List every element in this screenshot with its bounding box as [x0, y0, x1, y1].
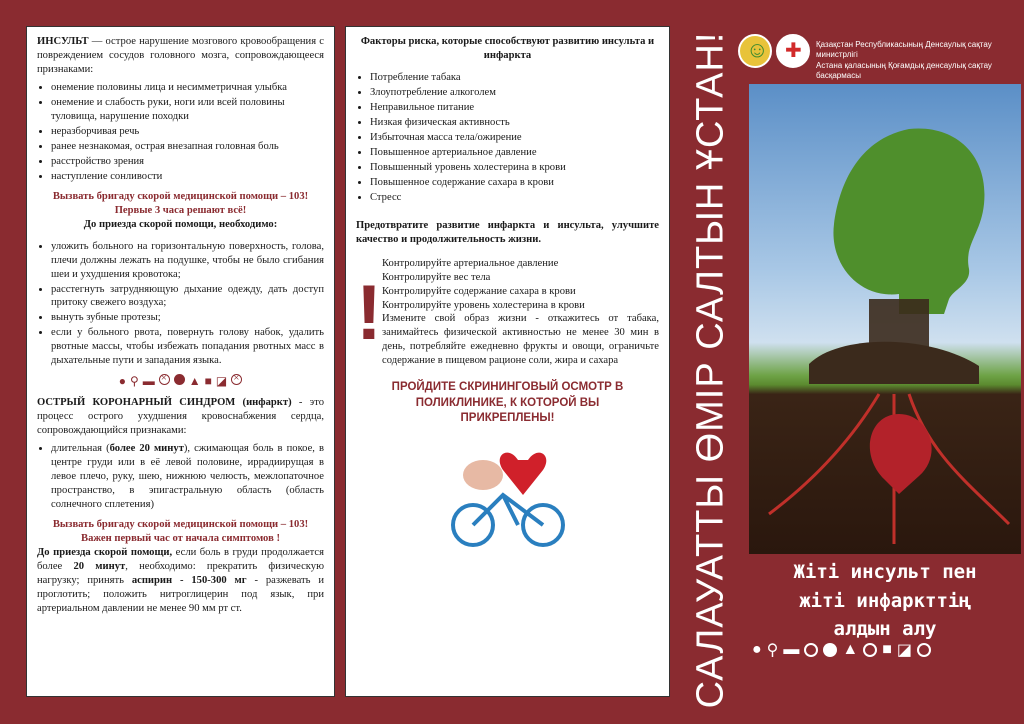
no-alcohol-icon — [863, 643, 877, 657]
bicycle-icon: ⚲ — [766, 642, 779, 659]
bottom-title: Жіті инсульт пен жіті инфаркттің алдын алу — [793, 561, 977, 640]
list-item: • наступление сонливости — [51, 170, 324, 184]
list-item: • неразборчивая речь — [51, 125, 324, 139]
ministry-header — [738, 30, 1018, 81]
ball-icon — [174, 374, 185, 385]
list-item: • Избыточная масса тела/ожирение — [370, 131, 659, 145]
bicycle-icon: ⚲ — [129, 374, 139, 389]
no-smoking-icon — [159, 374, 170, 385]
acs-intro: ОСТРЫЙ КОРОНАРНЫЙ СИНДРОМ (инфаркт) - это процесс острого ухудшения кровоснабжения сердца, сопровождающийся признаками: — [37, 397, 324, 437]
stroke-heading: ИНСУЛЬТ — [37, 36, 89, 47]
list-item: • расстройство зрения — [51, 155, 324, 169]
prevent-item: Контролируйте уровень холестерина в крови — [382, 299, 585, 311]
scale-icon: ■ — [882, 641, 892, 658]
lifestyle-icons-row-white — [752, 640, 1022, 660]
ministry-line-2: Астана қаласының Қоғамдық денсаулық сақтау басқармасы — [816, 60, 992, 81]
risk-title: Факторы риска, которые способствуют развитию инсульта и инфаркта — [360, 36, 655, 61]
apple-icon: ● — [118, 374, 126, 389]
list-item: • длительная (более 20 минут), сжимающая боль в покое, в центре груди или в её левой половине, иррадиирущая в левое плечо, руку, шею, нижнюю челюсть, межлопаточное пространство, в эпигастральную область (область солнечного сплетения) — [51, 442, 324, 512]
ministry-logo — [738, 34, 772, 68]
list-item: • Повышенный уровень холестерина в крови — [370, 161, 659, 175]
lifestyle-icons-row — [37, 374, 324, 390]
list-item: • ранее незнакомая, острая внезапная головная боль — [51, 140, 324, 154]
first-3-hours-notice: Первые 3 часа решают всё! — [114, 204, 247, 216]
list-item: • если у больного рвота, повернуть голову набок, удалить рвотные массы, чтобы избежать попадания рвотных масс в дыхательные пути и западания языка. — [51, 326, 324, 368]
list-item: • Злоупотребление алкоголем — [370, 86, 659, 100]
prevent-item: Контролируйте артериальное давление — [382, 257, 559, 269]
list-item: • расстегнуть затрудняющую дыхание одежду, дать доступ притоку свежего воздуха; — [51, 283, 324, 311]
health-cross-logo — [776, 34, 810, 68]
tree-head-heart-image — [749, 84, 1021, 554]
dumbbell-icon: ▬ — [142, 374, 155, 389]
prevent-item: Контролируйте вес тела — [382, 271, 491, 283]
call-103-notice: Вызвать бригаду скорой медицинской помощи – 103! — [52, 190, 309, 202]
no-smoking-icon — [804, 643, 818, 657]
vertical-slogan: САЛАУАТТЫ ӨМІР САЛТЫН ҰСТАН! — [689, 31, 732, 709]
prevent-item: Контролируйте содержание сахара в крови — [382, 285, 576, 297]
stroke-intro: ИНСУЛЬТ — острое нарушение мозгового кровообращения с повреждением сосудов головного мозга, сопровождающееся признаками: — [37, 36, 324, 75]
ministry-line-1: Қазақстан Республикасының Денсаулық сақтау министрлігі — [816, 40, 992, 60]
list-item: • Низкая физическая активность — [370, 116, 659, 130]
risk-factors-panel — [345, 26, 670, 697]
acs-call-notice: Вызвать бригаду скорой медицинской помощи – 103! Важен первый час от начала симптомов ! — [52, 518, 309, 544]
list-item: • Повышенное артериальное давление — [370, 146, 659, 160]
magnifier-icon: ◪ — [896, 642, 913, 659]
meditation-icon: ▲ — [188, 374, 201, 389]
acs-signs-list — [37, 442, 324, 512]
list-item: • Неправильное питание — [370, 101, 659, 115]
prevent-title: Предотвратите развитие инфаркта и инсульта, улучшите качество и продолжительность жизни. — [356, 219, 659, 245]
scale-icon: ■ — [204, 374, 212, 389]
brain-heart-bicycle-illustration — [448, 440, 568, 550]
stroke-signs-list — [37, 81, 324, 184]
list-item: • уложить больного на горизонтальную поверхность, голова, плечи должны лежать на подушке, чтобы не было сгибания шеи и ухудшения кровотока; — [51, 240, 324, 282]
magnifier-icon: ◪ — [215, 374, 228, 389]
list-item: • Повышенное содержание сахара в крови — [370, 176, 659, 190]
apple-icon: ● — [752, 641, 762, 658]
list-item: • онемение и слабость руки, ноги или всей половины туловища, нарушение походки — [51, 96, 324, 124]
no-fastfood-icon — [917, 643, 931, 657]
risk-list — [356, 71, 659, 205]
list-item: • Потребление табака — [370, 71, 659, 85]
meditation-icon: ▲ — [842, 641, 859, 658]
stroke-info-panel — [26, 26, 335, 697]
before-ambulance-heading: До приезда скорой помощи, необходимо: — [83, 218, 278, 230]
list-item: • онемение половины лица и несимметричная улыбка — [51, 81, 324, 95]
stroke-actions-list — [37, 240, 324, 369]
exclamation-mark: ! — [356, 267, 382, 356]
screening-call: ПРОЙДИТЕ СКРИНИНГОВЫЙ ОСМОТР В ПОЛИКЛИНИКЕ, К КОТОРОЙ ВЫ ПРИКРЕПЛЕНЫ! — [391, 381, 624, 424]
acs-first-aid: До приезда скорой помощи, если боль в груди продолжается более 20 минут, необходимо: прекратить физическую нагрузку; принять аспирин - 150-300 мг - разжевать и проглотить; положить нитроглицерин под язык, при артериальном давлении не менее 90 мм рт ст. — [37, 546, 325, 614]
ball-icon — [823, 643, 837, 657]
dumbbell-icon: ▬ — [783, 641, 800, 658]
list-item: • вынуть зубные протезы; — [51, 311, 324, 325]
acs-heading: ОСТРЫЙ КОРОНАРНЫЙ СИНДРОМ (инфаркт) — [37, 397, 292, 409]
list-item: • Стресс — [370, 191, 659, 205]
no-alcohol-icon — [231, 374, 242, 385]
prevent-lifestyle: Измените свой образ жизни - откажитесь от табака, занимайтесь физической активностью не менее 30 мин в день, потребляйте ежедневно фрукты и овощи, ограничьте содержание в пищевом рационе соли, жира и сахара — [382, 313, 659, 367]
